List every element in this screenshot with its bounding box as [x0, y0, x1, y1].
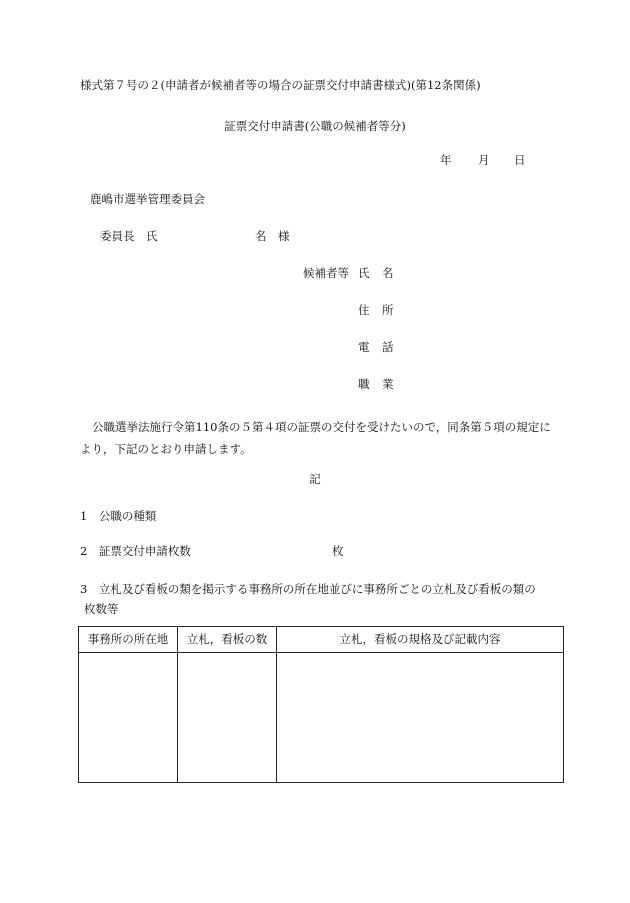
label-char: 所	[382, 303, 394, 317]
item2-label: 2 証票交付申請枚数	[80, 544, 191, 558]
day-label: 日	[514, 153, 526, 167]
label-char: 住	[358, 303, 370, 317]
table-row	[79, 653, 564, 783]
document-title: 証票交付申請書(公職の候補者等分)	[224, 119, 406, 133]
chairman-title: 委員長 氏	[100, 229, 158, 243]
year-label: 年	[440, 153, 452, 167]
item2-unit: 枚	[332, 544, 344, 558]
body-paragraph: 公職選挙法施行令第110条の５第４項の証票の交付を受けたいので，同条第５項の規定により，下記のとおり申請します。	[80, 420, 551, 456]
table-header-row	[79, 627, 564, 653]
item3-line2: 枚数等	[84, 602, 119, 616]
cell-sign-spec[interactable]	[277, 653, 564, 783]
header-office-location: 事務所の所在地	[79, 627, 178, 653]
chairman-name-suffix: 名 様	[255, 229, 290, 243]
item-office-type: 1 公職の種類	[80, 509, 157, 523]
ki-heading: 記	[309, 472, 321, 486]
form-number-title: 様式第７号の２(申請者が候補者等の場合の証票交付申請書様式)(第12条関係)	[80, 78, 481, 92]
cell-sign-count[interactable]	[178, 653, 277, 783]
label-char: 氏	[358, 266, 370, 280]
item3-line1: 3 立札及び看板の類を掲示する事務所の所在地並びに事務所ごとの立札及び看板の類の	[80, 582, 536, 596]
label-char: 話	[382, 340, 394, 354]
cell-office-location[interactable]	[79, 653, 178, 783]
label-char: 業	[382, 377, 394, 391]
label-char: 職	[358, 377, 370, 391]
item-certificate-count	[80, 546, 350, 558]
label-char: 電	[358, 340, 370, 354]
month-label: 月	[478, 153, 490, 167]
header-sign-count: 立札，看板の数	[178, 627, 277, 653]
candidate-group-label: 候補者等	[303, 266, 349, 280]
sign-table	[78, 626, 564, 783]
addressee: 鹿嶋市選挙管理委員会	[90, 192, 205, 206]
item-sign-locations	[80, 579, 555, 619]
header-sign-spec: 立札，看板の規格及び記載内容	[277, 627, 564, 653]
label-char: 名	[382, 266, 394, 280]
